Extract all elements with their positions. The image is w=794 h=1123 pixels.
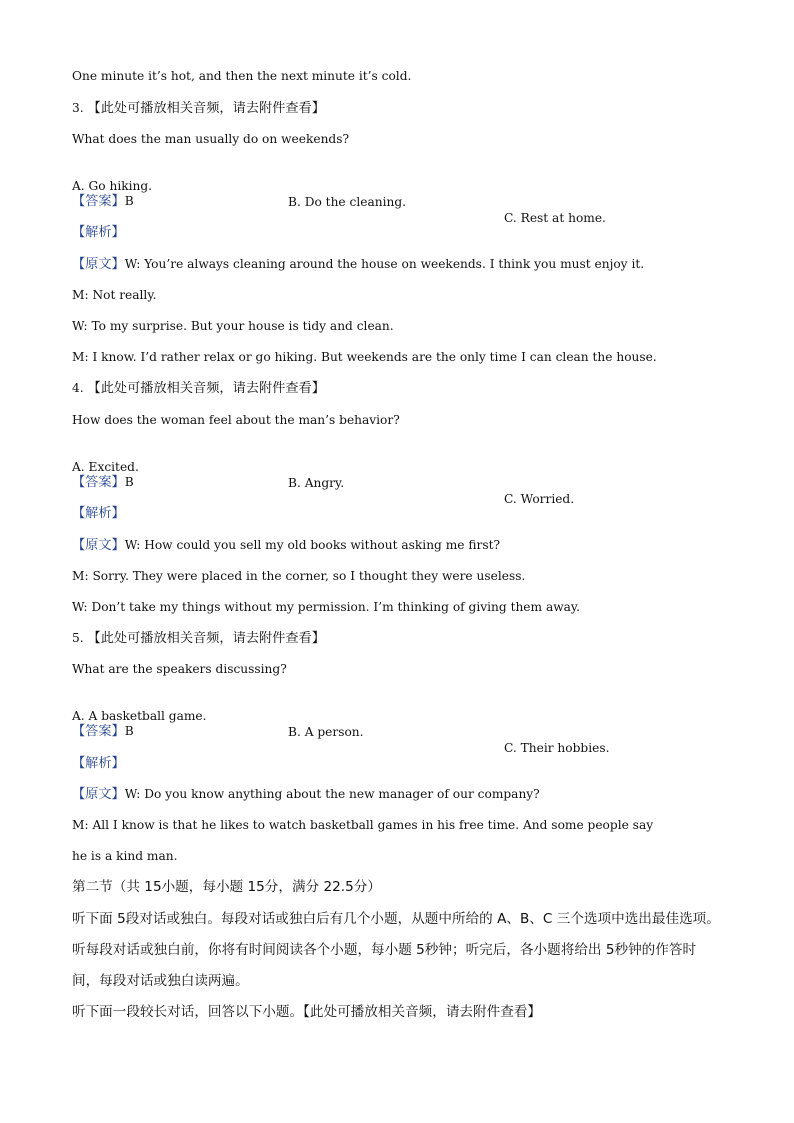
analysis-tag: 【解析】 — [72, 225, 125, 240]
answer-tag: 【答案】 — [72, 475, 125, 490]
question-number: 4. — [72, 381, 88, 395]
original-text-tag: 【原文】 — [72, 787, 125, 802]
question-5-header — [72, 630, 325, 647]
transcript-line: M: Sorry. They were placed in the corner, so I thought they were useless. — [72, 569, 526, 583]
question-3-text: What does the man usually do on weekends? — [72, 132, 350, 146]
answer-tag: 【答案】 — [72, 724, 125, 739]
analysis-tag: 【解析】 — [72, 756, 125, 771]
audio-placeholder-link[interactable]: 【此处可播放相关音频，请去附件查看】 — [87, 101, 325, 116]
option-b: B. Do the cleaning. — [288, 195, 406, 209]
transcript-line: W: To my surprise. But your house is tidy and clean. — [72, 319, 394, 333]
section-2-instruction: 听下面一段较长对话，回答以下小题。【此处可播放相关音频，请去附件查看】 — [72, 1004, 541, 1020]
question-number: 5. — [72, 631, 88, 645]
option-b: B. Angry. — [288, 476, 345, 490]
transcript-line: M: I know. I’d rather relax or go hiking. But weekends are the only time I can clean the house. — [72, 350, 657, 364]
transcript-line: W: Don’t take my things without my permission. I’m thinking of giving them away. — [72, 600, 581, 614]
analysis-line — [72, 755, 125, 772]
answer-line — [72, 193, 134, 210]
analysis-line — [72, 505, 125, 522]
section-2-instruction: 听下面 5段对话或独白。每段对话或独白后有几个小题，从题中所给的 A、B、C 三个选项中选出最佳选项。 — [72, 911, 720, 927]
transcript-line — [72, 786, 540, 803]
analysis-tag: 【解析】 — [72, 506, 125, 521]
transcript-line: M: All I know is that he likes to watch basketball games in his free time. And some people say — [72, 818, 654, 832]
question-3-header — [72, 100, 325, 117]
transcript-line: One minute it’s hot, and then the next minute it’s cold. — [72, 69, 412, 83]
answer-value: B — [124, 475, 134, 489]
section-2-title: 第二节（共 15小题，每小题 15分，满分 22.5分） — [72, 879, 381, 895]
section-2-instruction: 间，每段对话或独白读两遍。 — [72, 973, 249, 989]
answer-line — [72, 474, 134, 491]
section-2-instruction: 听每段对话或独白前，你将有时间阅读各个小题，每小题 5秒钟；听完后，各小题将给出 5秒钟的作答时 — [72, 942, 697, 958]
answer-tag: 【答案】 — [72, 194, 125, 209]
transcript-line: he is a kind man. — [72, 849, 178, 863]
option-b: B. A person. — [288, 725, 364, 739]
original-text-tag: 【原文】 — [72, 257, 125, 272]
option-c: C. Their hobbies. — [504, 741, 610, 755]
answer-value: B — [124, 724, 134, 738]
answer-line — [72, 723, 134, 740]
answer-value: B — [124, 194, 134, 208]
analysis-line — [72, 224, 125, 241]
transcript-text: W: You’re always cleaning around the house on weekends. I think you must enjoy it. — [124, 257, 645, 271]
transcript-text: W: Do you know anything about the new manager of our company? — [124, 787, 540, 801]
question-4-header — [72, 380, 325, 397]
transcript-line — [72, 537, 500, 554]
transcript-line — [72, 256, 644, 273]
question-4-text: How does the woman feel about the man’s behavior? — [72, 413, 400, 427]
option-a: A. Excited. — [72, 460, 139, 474]
audio-placeholder-link[interactable]: 【此处可播放相关音频，请去附件查看】 — [87, 631, 325, 646]
transcript-line: M: Not really. — [72, 288, 157, 302]
original-text-tag: 【原文】 — [72, 538, 125, 553]
option-a: A. Go hiking. — [72, 179, 153, 193]
transcript-text: W: How could you sell my old books without asking me first? — [124, 538, 501, 552]
option-c: C. Rest at home. — [504, 211, 606, 225]
question-5-text: What are the speakers discussing? — [72, 662, 287, 676]
option-c: C. Worried. — [504, 492, 575, 506]
option-a: A. A basketball game. — [72, 709, 207, 723]
audio-placeholder-link[interactable]: 【此处可播放相关音频，请去附件查看】 — [87, 381, 325, 396]
question-number: 3. — [72, 101, 88, 115]
